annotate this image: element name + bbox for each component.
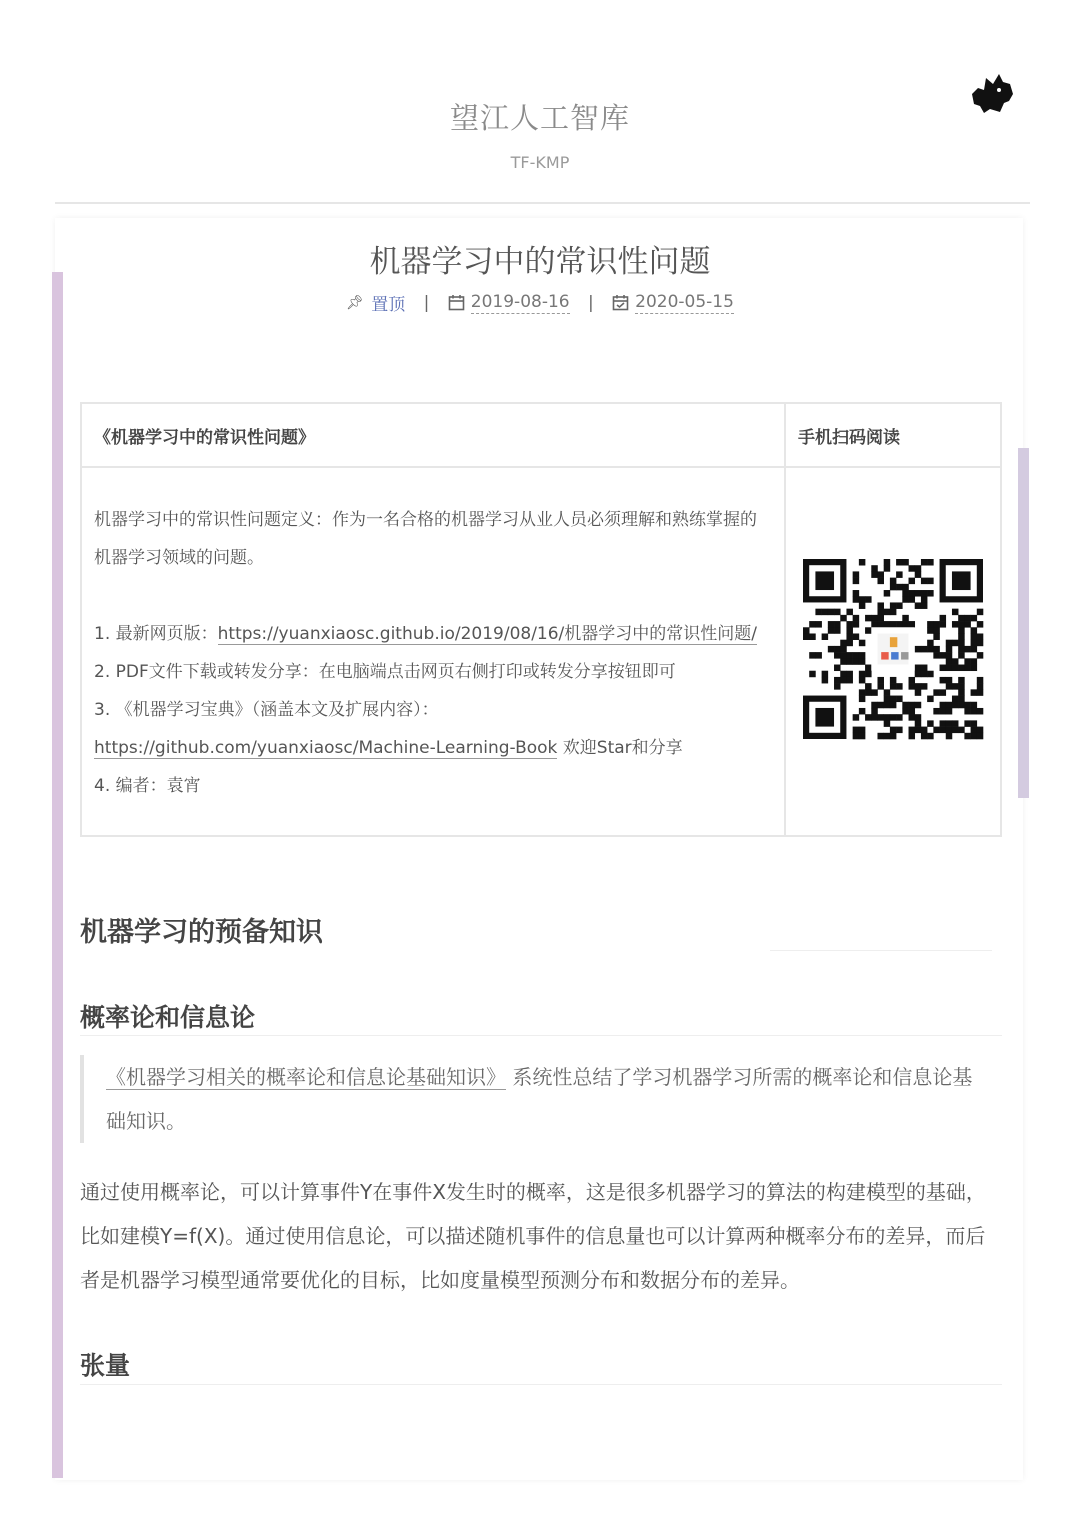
list-item-label: 1. 最新网页版： [94,623,218,644]
section-heading: 机器学习的预备知识 [80,917,323,948]
heading-rule [770,950,992,951]
scrollbar-thumb[interactable] [1018,448,1029,798]
calendar-icon [448,294,465,311]
heading-rule [80,1035,1002,1036]
updated-date [612,292,734,314]
post-meta [0,290,1080,315]
subsection-heading: 张量 [80,1351,131,1380]
blockquote [80,1055,992,1143]
meta-separator: | [423,292,430,313]
description-cell [81,467,785,836]
list-item [94,615,772,653]
list-item [94,729,772,767]
site-header [0,0,1080,205]
subsection-heading: 概率论和信息论 [80,1003,256,1032]
probability-article-link[interactable]: 《机器学习相关的概率论和信息论基础知识》 [106,1065,506,1089]
pinned-label[interactable]: 置顶 [371,295,406,315]
table-row [81,467,1001,836]
created-date-value: 2019-08-16 [470,291,570,312]
github-link[interactable]: https://github.com/yuanxiaosc/Machine-Learning-Book [94,737,558,758]
list-item-suffix: 欢迎Star和分享 [557,737,683,758]
heading-rule [80,1384,1002,1385]
cat-logo-icon[interactable] [966,68,1018,118]
table-header-qr: 手机扫码阅读 [785,403,1001,467]
table-header-row [81,403,1001,467]
site-title[interactable]: 望江人工智库 [449,101,630,135]
qr-code-icon[interactable] [787,543,999,755]
body-paragraph: 通过使用概率论，可以计算事件Y在事件X发生时的概率，这是很多机器学习的算法的构建模型的基础，比如建模Y=f(X)。通过使用信息论，可以描述随机事件的信息量也可以计算两种概率分布的差异，而后者是机器学习模型通常要优化的目标，比如度量模型预测分布和数据分布的差异。 [80,1180,986,1292]
web-version-link[interactable]: https://yuanxiaosc.github.io/2019/08/16/机器学习中的常识性问题/ [217,623,758,644]
qr-cell [785,467,1001,836]
pin-icon: 📌︎ [346,294,364,311]
site-subtitle: TF-KMP [510,153,570,172]
list-item: 2. PDF文件下载或转发分享：在电脑端点击网页右侧打印或转发分享按钮即可 [94,661,676,682]
info-table [80,402,1002,837]
meta-separator: | [588,292,594,313]
header-divider [55,202,1030,204]
list-item: 4. 编者：袁宵 [94,775,201,796]
table-header-title: 《机器学习中的常识性问题》 [81,403,785,467]
post-title: 机器学习中的常识性问题 [369,244,711,280]
created-date [448,292,570,314]
post-accent-bar [52,272,63,1478]
blockquote-text: 系统性总结了学习机器学习所需的概率论和信息论基础知识。 [106,1065,973,1133]
updated-date-value: 2020-05-15 [635,291,734,312]
intro-text: 机器学习中的常识性问题定义：作为一名合格的机器学习从业人员必须理解和熟练掌握的机器学习领域的问题。 [94,509,757,568]
calendar-check-icon [612,294,629,311]
list-item: 3. 《机器学习宝典》（涵盖本文及扩展内容）： [94,699,439,720]
